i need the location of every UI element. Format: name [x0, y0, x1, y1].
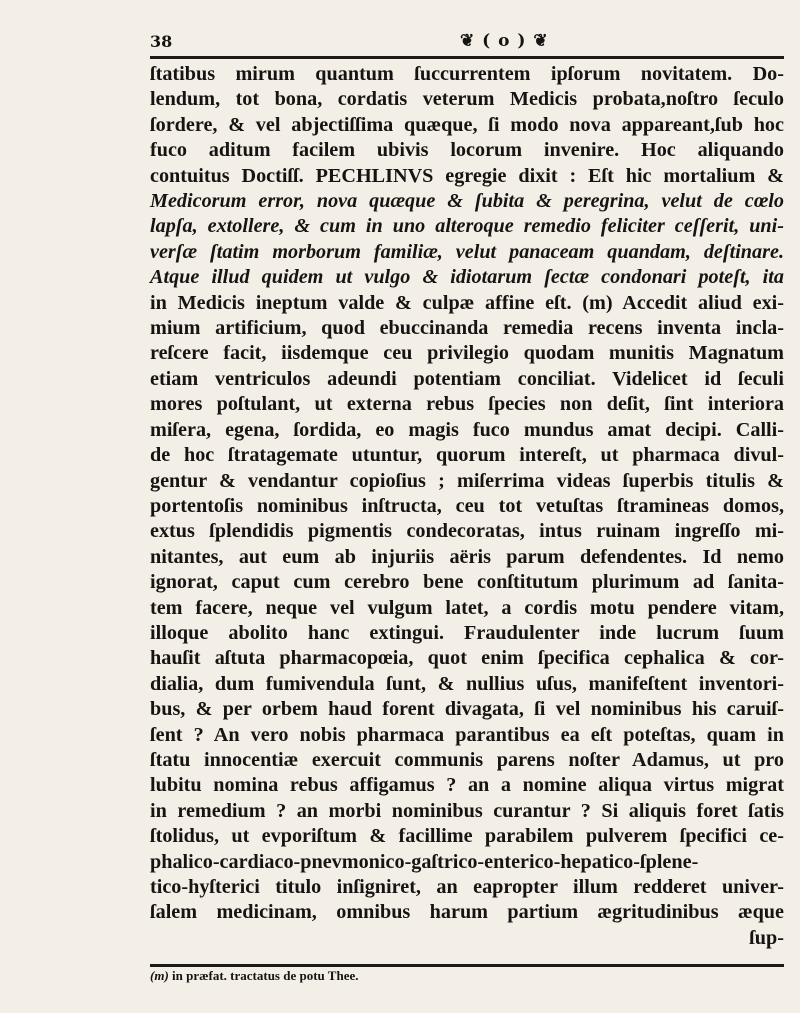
text-line: ignorat, caput cum cerebro bene conſtitutum plurimum ad ſanita- — [150, 571, 784, 594]
text-line: Medicorum error, nova quæque & ſubita & peregrina, velut de cœlo — [150, 190, 784, 213]
header-rule — [150, 56, 784, 59]
text-line: miſera, egena, ſordida, eo magis fuco mundus amat decipi. Calli- — [150, 418, 784, 441]
text-line: fuco aditum facilem ubivis locorum invenire. Hoc aliquando — [150, 139, 784, 162]
text-line: phalico-cardiaco-pnevmonico-gaſtrico-enterico-hepatico-ſplene- — [150, 850, 699, 873]
text-line: ſalem medicinam, omnibus harum partium ægritudinibus æque — [150, 901, 784, 924]
text-line: mium artificium, quod ebuccinanda remedia recens inventa incla- — [150, 317, 784, 340]
text-line: contuitus Doctiſſ. PECHLINVS egregie dixit : Eſt hic mortalium & — [150, 164, 784, 187]
text-line: in remedium ? an morbi nominibus curantur ? Si aliquis foret ſatis — [150, 799, 784, 822]
text-line: verſæ ſtatim morborum familiæ, velut panaceam quandam, deſtinare. — [150, 240, 784, 263]
text-line: lendum, tot bona, cordatis veterum Medicis probata,noſtro ſeculo — [150, 88, 784, 111]
text-line: Atque illud quidem ut vulgo & idiotarum ſectæ condonari poteſt, ita — [150, 266, 784, 289]
text-line: bus, & per orbem haud forent divagata, ſi vel nominibus his caruiſ- — [150, 698, 784, 721]
text-line: extus ſplendidis pigmentis condecoratas, intus ruinam ingreſſo mi- — [150, 520, 784, 543]
text-line: ſent ? An vero nobis pharmaca parantibus ea eſt poteſtas, quam in — [150, 723, 784, 746]
text-line: tem facere, neque vel vulgum latet, a cordis motu pendere vitam, — [150, 596, 784, 619]
text-line: tico-hyſterici titulo inſigniret, an eapropter illum redderet univer- — [150, 876, 784, 898]
text-line: ſtatibus mirum quantum ſuccurrentem ipſorum novitatem. Do- — [150, 63, 784, 85]
text-line: ſtatu innocentiæ exercuit communis parens noſter Adamus, ut pro — [150, 748, 784, 771]
footnote-rule — [150, 964, 784, 967]
text-line: reſcere facit, iisdemque ceu privilegio quodam munitis Magnatum — [150, 342, 784, 365]
footnote-mark: (m) — [150, 968, 169, 983]
text-line: portentoſis nominibus inſtructa, ceu tot vetuſtas ſtramineas domos, — [150, 494, 784, 517]
text-line: ſtolidus, ut evporiſtum & facillime parabilem pulverem ſpecifici ce- — [150, 825, 784, 848]
body-text — [150, 62, 784, 951]
text-line: gentur & vendantur copioſius ; miſerrima videas ſuperbis titulis & — [150, 469, 784, 492]
text-line: hauſit aſtuta pharmacopœia, quot enim ſpecifica cephalica & cor- — [150, 647, 784, 670]
text-line: illoque abolito hanc extingui. Fraudulenter inde lucrum ſuum — [150, 621, 784, 644]
footnote-text: in præfat. tractatus de potu Thee. — [172, 968, 359, 983]
text-line: nitantes, aut eum ab injuriis aëris parum defendentes. Id nemo — [150, 545, 784, 568]
header-ornament: ❦ ( o ) ❦ — [460, 31, 549, 51]
text-line: ſup- — [749, 926, 784, 949]
page-number: 38 — [150, 32, 173, 51]
text-line: ſordere, & vel abjectiſſima quæque, ſi modo nova appareant,ſub hoc — [150, 113, 784, 136]
text-line: mores poſtulant, ut externa rebus ſpecies non deſit, ſint interiora — [150, 393, 784, 416]
text-line: in Medicis ineptum valde & culpæ affine eſt. (m) Accedit aliud exi- — [150, 291, 784, 314]
text-line: de hoc ſtratagemate utuntur, quorum intereſt, ut pharmaca divul- — [150, 444, 784, 467]
text-line: lapſa, extollere, & cum in uno alteroque remedio feliciter ceſſerit, uni- — [150, 215, 784, 238]
text-line: lubitu nomina rebus affigamus ? an a nomine aliqua virtus migrat — [150, 774, 784, 797]
footnote — [150, 968, 358, 984]
text-line: etiam ventriculos adeundi potentiam conciliat. Videlicet id ſeculi — [150, 367, 784, 390]
text-line: dialia, dum fumivendula ſunt, & nullius uſus, manifeſtent inventori- — [150, 672, 784, 695]
page-header — [150, 32, 800, 54]
